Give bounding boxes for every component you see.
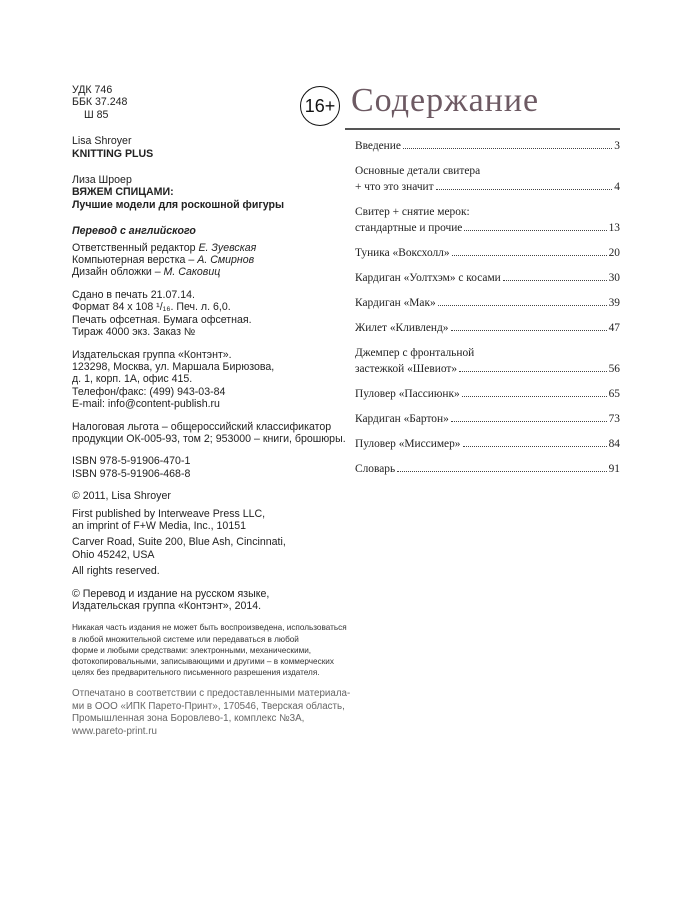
print-info-line: Сдано в печать 21.07.14. — [72, 288, 195, 301]
publisher-email: E-mail: info@content-publish.ru — [72, 398, 220, 411]
copyright-line: Ohio 45242, USA — [72, 548, 155, 561]
copyright-line: First published by Interweave Press LLC, — [72, 507, 266, 520]
tax-line: продукции ОК-005-93, том 2; 953000 – книги, брошюры. — [72, 432, 346, 445]
author-ru: Лиза Шроер — [72, 174, 132, 187]
toc-entry-title: Пуловер «Пассиюнк» — [355, 388, 460, 400]
credit-line: Ответственный редактор Е. Зуевская — [72, 241, 257, 254]
toc-page-number: 47 — [608, 322, 620, 334]
title-divider — [345, 128, 620, 130]
isbn: ISBN 978-5-91906-470-1 — [72, 455, 191, 468]
rights-line: Издательская группа «Контэнт», 2014. — [72, 600, 262, 612]
tax-line: Налоговая льгота – общероссийский классификатор — [72, 420, 332, 433]
toc-line — [355, 179, 620, 195]
page-title: Содержание — [351, 82, 540, 119]
toc-entry — [355, 245, 620, 261]
legal-line: целях без предварительного письменного разрешения издателя. — [72, 668, 320, 678]
toc-entry — [355, 163, 620, 195]
toc-page-number: 73 — [608, 413, 620, 425]
toc-page-number: 30 — [608, 272, 620, 284]
toc-entry — [355, 411, 620, 427]
toc-line — [355, 220, 620, 236]
leader-dots — [464, 230, 606, 231]
toc-line — [355, 204, 620, 220]
toc-entry — [355, 204, 620, 236]
publisher-line: 123298, Москва, ул. Маршала Бирюзова, — [72, 360, 275, 373]
toc-entry-title: Основные детали свитера — [355, 165, 481, 177]
toc-page-number: 13 — [608, 222, 620, 234]
toc-page-number: 3 — [614, 140, 620, 152]
toc-entry — [355, 138, 620, 154]
rights-line: © Перевод и издание на русском языке, — [72, 587, 270, 600]
toc-line — [355, 461, 620, 477]
printer-info — [72, 688, 352, 738]
credit-line: Компьютерная верстка – А. Смирнов — [72, 254, 255, 267]
copyright-line: © 2011, Lisa Shroyer — [72, 490, 171, 503]
toc-entry — [355, 461, 620, 477]
legal-notice — [72, 622, 352, 678]
toc-entry — [355, 320, 620, 336]
toc-entry-title: Словарь — [355, 463, 396, 475]
print-info-line: Тираж 4000 экз. Заказ № — [72, 326, 196, 339]
toc-page-number: 20 — [608, 247, 620, 259]
toc-page-number: 91 — [608, 463, 620, 475]
leader-dots — [459, 371, 607, 372]
toc-entry-title: застежкой «Шевиот» — [355, 363, 458, 375]
subtitle-ru: Лучшие модели для роскошной фигуры — [72, 198, 285, 211]
copyright-line: Carver Road, Suite 200, Blue Ash, Cincinnati, — [72, 536, 286, 549]
bbk-code: ББК 37.248 — [72, 96, 128, 109]
printer-url: www.pareto-print.ru — [72, 725, 157, 737]
toc-page-number: 4 — [614, 181, 620, 193]
print-info-line: Формат 84 х 108 ¹/₁₆. Печ. л. 6,0. — [72, 301, 231, 314]
printer-line: Отпечатано в соответствии с предоставленными материала- — [72, 688, 351, 700]
imprint-column — [72, 84, 352, 748]
toc-entry-title: + что это значит — [355, 181, 434, 193]
leader-dots — [452, 255, 607, 256]
isbn-block — [72, 455, 352, 480]
printer-line: ми в ООО «ИПК Парето-Принт», 170546, Тверская область, — [72, 700, 345, 712]
author-mark: Ш 85 — [84, 108, 109, 121]
toc-line — [355, 138, 620, 154]
print-info-block — [72, 289, 352, 339]
toc-line — [355, 295, 620, 311]
toc-page-number: 39 — [608, 297, 620, 309]
title-en: KNITTING PLUS — [72, 147, 154, 160]
toc-page-number: 56 — [608, 363, 620, 375]
toc-line — [355, 386, 620, 402]
toc-page-number: 65 — [608, 388, 620, 400]
toc-entry-title: Кардиган «Бартон» — [355, 413, 449, 425]
credits-block — [72, 225, 352, 279]
copyright-block — [72, 490, 352, 577]
russian-title-block — [72, 174, 352, 211]
credit-line: Дизайн обложки – М. Саковиц — [72, 266, 221, 279]
leader-dots — [438, 305, 607, 306]
publisher-block — [72, 349, 352, 411]
toc-entry — [355, 270, 620, 286]
legal-line: форме и любыми средствами: электронными, механическими, — [72, 645, 312, 655]
toc-entry-title: Туника «Воксхолл» — [355, 247, 450, 259]
leader-dots — [503, 280, 607, 281]
toc-entry-title: Джемпер с фронтальной — [355, 347, 475, 359]
toc-entry-title: Введение — [355, 140, 401, 152]
leader-dots — [436, 189, 613, 190]
leader-dots — [403, 148, 612, 149]
toc-page-number: 84 — [608, 438, 620, 450]
leader-dots — [463, 446, 607, 447]
toc-entry-title: Пуловер «Миссимер» — [355, 438, 461, 450]
copyright-line: All rights reserved. — [72, 565, 160, 578]
leader-dots — [451, 330, 607, 331]
publisher-line: д. 1, корп. 1А, офис 415. — [72, 373, 193, 386]
toc-line — [355, 163, 620, 179]
publisher-line: Издательская группа «Контэнт». — [72, 348, 232, 361]
toc-line — [355, 361, 620, 377]
toc-entry-title: Свитер + снятие мерок: — [355, 206, 470, 218]
toc-entry-title: Жилет «Кливленд» — [355, 322, 449, 334]
toc-line — [355, 345, 620, 361]
original-title-block — [72, 135, 352, 160]
toc-line — [355, 270, 620, 286]
translation-note: Перевод с английского — [72, 225, 196, 238]
toc-entry-title: Кардиган «Уолтхэм» с косами — [355, 272, 501, 284]
age-rating-badge: 16+ — [300, 86, 340, 126]
print-info-line: Печать офсетная. Бумага офсетная. — [72, 313, 252, 326]
toc-line — [355, 436, 620, 452]
isbn: ISBN 978-5-91906-468-8 — [72, 467, 191, 480]
leader-dots — [462, 396, 607, 397]
toc-entry — [355, 295, 620, 311]
legal-line: Никакая часть издания не может быть воспроизведена, использоваться — [72, 623, 347, 633]
toc-entry — [355, 345, 620, 377]
author-en: Lisa Shroyer — [72, 135, 132, 148]
toc-line — [355, 245, 620, 261]
toc-entry — [355, 436, 620, 452]
toc-line — [355, 411, 620, 427]
toc-entry — [355, 386, 620, 402]
printer-line: Промышленная зона Боровлево-1, комплекс №3А, — [72, 713, 305, 725]
udk-code: УДК 746 — [72, 84, 113, 96]
publisher-line: Телефон/факс: (499) 943-03-84 — [72, 385, 226, 398]
copyright-line: an imprint of F+W Media, Inc., 10151 — [72, 519, 246, 532]
toc-entry-title: стандартные и прочие — [355, 222, 463, 234]
toc-line — [355, 320, 620, 336]
legal-line: фотокопировальными, записывающими и другими – в коммерческих — [72, 657, 334, 667]
leader-dots — [397, 471, 606, 472]
leader-dots — [451, 421, 607, 422]
legal-line: в любой множительной системе или передаваться в любой — [72, 634, 299, 644]
tax-block — [72, 421, 352, 446]
translation-rights-block — [72, 588, 352, 613]
toc-entry-title: Кардиган «Мак» — [355, 297, 436, 309]
table-of-contents — [355, 138, 620, 486]
title-ru: ВЯЖЕМ СПИЦАМИ: — [72, 186, 174, 199]
